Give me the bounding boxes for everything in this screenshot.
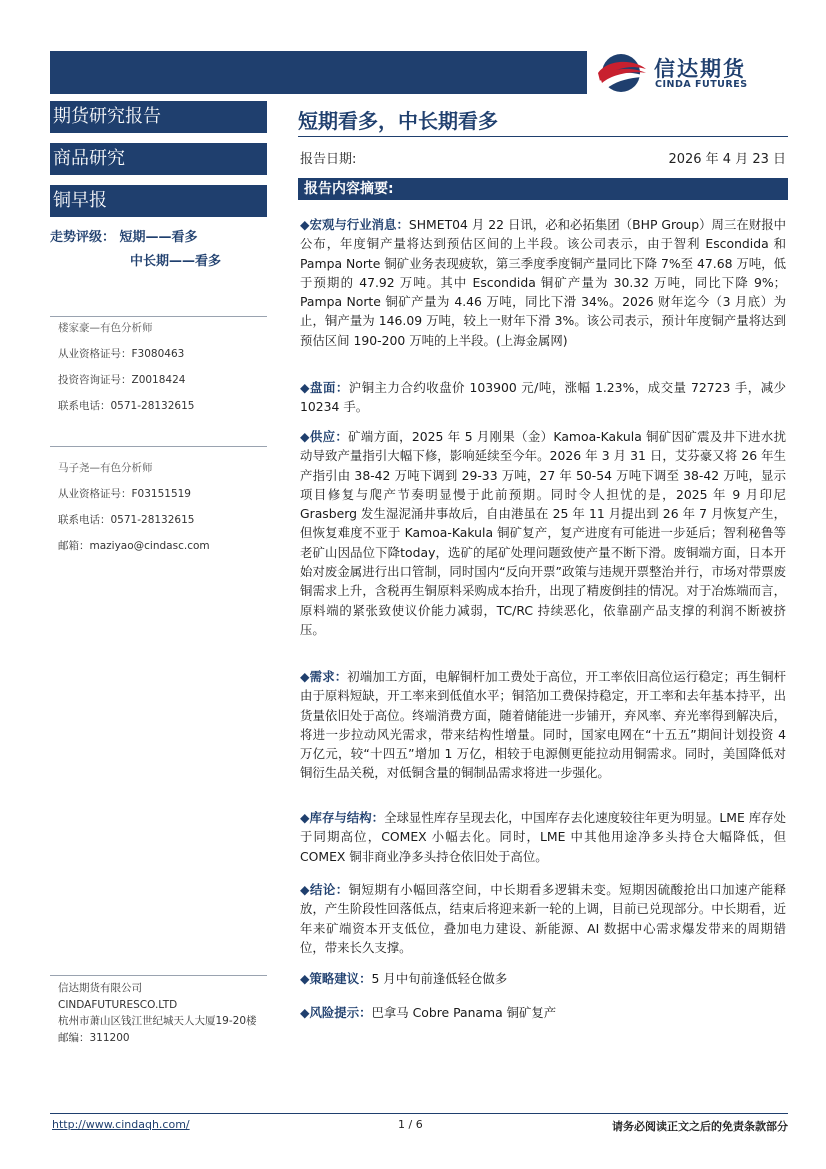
section-heading: ◆风险提示： — [300, 1005, 372, 1020]
section-heading: ◆策略建议： — [300, 971, 372, 986]
category-commodity: 商品研究 — [50, 143, 267, 175]
company-info — [58, 980, 257, 1046]
section-strategy — [300, 969, 786, 988]
section-body: 巴拿马 Cobre Panama 铜矿复产 — [371, 1005, 557, 1020]
analyst-phone: 联系电话：0571-28132615 — [58, 400, 195, 412]
section-supply — [300, 427, 786, 639]
summary-header: 报告内容摘要: — [298, 178, 788, 200]
section-body: 铜短期有小幅回落空间，中长期看多逻辑未变。短期因硫酸抢出口加速产能释放，产生阶段性回落低点，结束后将迎来新一轮的上调，目前已兑现部分。中长期看，近年来矿端资本开支低位，叠加电力建设、新能源、AI 数据中心需求爆发带来的周期错位，带来长久支撑。 — [300, 882, 787, 955]
logo-text-en: CINDA FUTURES — [655, 79, 748, 90]
footer-website-link[interactable]: http://www.cindaqh.com/ — [52, 1118, 190, 1131]
analyst-name: 楼家豪—有色分析师 — [58, 322, 153, 334]
cinda-logo — [592, 51, 782, 94]
section-inventory — [300, 808, 786, 866]
report-date-value: 2026 年 4 月 23 日 — [668, 152, 786, 167]
section-heading: ◆供应： — [300, 429, 349, 444]
section-demand — [300, 667, 786, 783]
section-heading: ◆需求： — [300, 669, 348, 684]
section-heading: ◆结论： — [300, 882, 349, 897]
analyst-phone: 联系电话：0571-28132615 — [58, 514, 195, 526]
analyst-card-1 — [58, 318, 194, 416]
report-title: 短期看多，中长期看多 — [298, 109, 498, 133]
section-heading: ◆宏观与行业消息： — [300, 217, 409, 232]
section-risk — [300, 1003, 786, 1022]
analyst-consult-license: 投资咨询证号：Z0018424 — [58, 374, 186, 386]
section-body: 初端加工方面，电解铜杆加工费处于高位，开工率依旧高位运行稳定；再生铜杆由于原料短缺，开工率来到低值水平；铜箔加工费保持稳定，开工率和去年基本持平，出货量依旧处于高位。终端消费方面，随着储能进一步铺开，弃风率、弃光率得到解决后，将进一步拉动风光需求，带来结构性增量。同时，国家电网在“十五五”期间计划投资 4 万亿元，较“十四五”增加 1 万亿，相较于电源侧更能拉动用铜需求。同时，美国降低对铜衍生品关税，对低铜含量的铜制品需求将进一步强化。 — [300, 669, 787, 781]
rating-short-term: 短期——看多 — [119, 230, 198, 245]
page-number: 1 / 6 — [398, 1118, 423, 1131]
section-body: 沪铜主力合约收盘价 103900 元/吨，涨幅 1.23%，成交量 72723 手，减少 10234 手。 — [300, 380, 786, 415]
sidebar-divider — [50, 316, 267, 317]
section-macro — [300, 215, 786, 350]
company-address: 杭州市萧山区钱江世纪城天人大厦19-20楼 — [58, 1015, 257, 1027]
company-name: 信达期货有限公司 — [58, 982, 142, 994]
title-rule — [298, 136, 788, 137]
analyst-license: 从业资格证号：F03151519 — [58, 488, 191, 500]
section-heading: ◆盘面： — [300, 380, 349, 395]
rating-label: 走势评级： — [50, 230, 116, 245]
analyst-email[interactable]: 邮箱：maziyao@cindasc.com — [58, 540, 210, 552]
section-heading: ◆库存与结构： — [300, 810, 385, 825]
report-date-label: 报告日期: — [300, 152, 357, 167]
section-body: 矿端方面，2025 年 5 月刚果（金）Kamoa-Kakula 铜矿因矿震及井下进水扰动导致产量指引大幅下修，影响延续至今年。2026 年 3 月 31 日，艾芬豪又将 26 年生产指引由 38-42 万吨下调到 29-33 万吨，27 年 50-54 万吨下调至 38-42 万吨，显示项目修复与爬产节奏明显慢于此前预期。同时令人担忧的是，2025 年 9 月印尼 Grasberg 发生湿泥涌井事故后，自由港虽在 25 年 11 月提出到 26 年 7 月恢复产生，但恢复难度不亚于 Kamoa-Kakula 铜矿复产，复产进度有可能进一步延后；智利秘鲁等老矿山因品位下降today，选矿的尾矿处理问题致使产量不断下滑。废铜端方面，日本开始对废金属进行出口管制，同时国内“反向开票”政策与违规开票整治并行，市场对带票废铜需求上升，含税再生铜原料采购成本抬升，出现了精废倒挂的情况。对于冶炼端而言，原料端的紧张致使议价能力减弱，TC/RC 持续恶化，依靠副产品支撑的利润不断被挤压。 — [300, 429, 786, 637]
rating-long-term: 中长期——看多 — [130, 254, 222, 269]
section-market — [300, 378, 786, 417]
logo-text-cn: 信达期货 — [654, 57, 746, 81]
cinda-logo-icon — [592, 51, 652, 94]
section-body: 5 月中旬前逢低轻仓做多 — [371, 971, 508, 986]
company-domain: CINDAFUTURESCO.LTD — [58, 998, 178, 1011]
section-conclusion — [300, 880, 786, 957]
category-report-type: 期货研究报告 — [50, 101, 267, 133]
analyst-license: 从业资格证号：F3080463 — [58, 348, 185, 360]
section-body: 全球显性库存呈现去化，中国库存去化速度较往年更为明显。LME 库存处于同期高位，COMEX 小幅去化。同时，LME 中其他用途净多头持仓大幅降低，但 COMEX 铜非商业净多头持仓依旧处于高位。 — [300, 810, 786, 864]
disclaimer-note: 请务必阅读正文之后的免责条款部分 — [612, 1120, 788, 1133]
sidebar-divider — [50, 975, 267, 976]
company-postcode: 邮编：311200 — [58, 1031, 130, 1044]
analyst-card-2 — [58, 458, 210, 556]
footer-rule — [50, 1113, 788, 1114]
analyst-name: 马子尧—有色分析师 — [58, 462, 153, 474]
category-report-name: 铜早报 — [50, 185, 267, 217]
section-body: SHMET04 月 22 日讯，必和必拓集团（BHP Group）周三在财报中公布，年度铜产量将达到预估区间的上半段。该公司表示，由于智利 Escondida 和 Pampa Norte 铜矿业务表现疲软，第三季度季度铜产量同比下降 7%至 47.68 万吨，低于预期的 47.92 万吨。其中 Escondida 铜矿产量为 30.32 万吨，同比下降 9%；Pampa Norte 铜矿产量为 4.46 万吨，同比下滑 34%。2026 财年迄今（3 月底）为止，铜产量为 146.09 万吨，较上一财年下滑 3%。该公司表示，预计年度铜产量将达到预估区间 190-200 万吨的上半段。(上海金属网) — [300, 217, 786, 348]
sidebar-divider — [50, 446, 267, 447]
header-band — [50, 51, 587, 94]
